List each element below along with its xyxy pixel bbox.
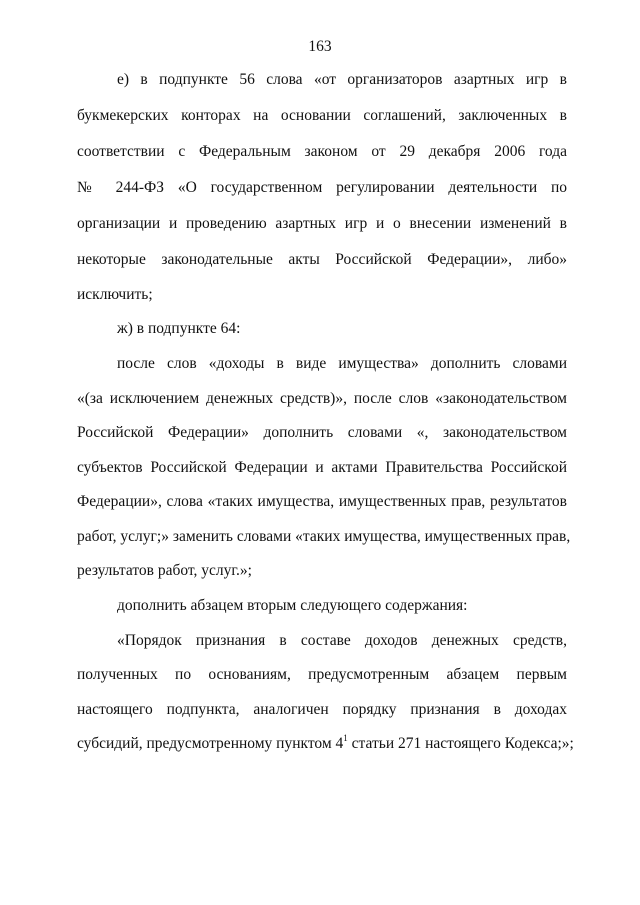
text-line: № 244-ФЗ «О государственном регулировании деятельности по bbox=[77, 179, 567, 196]
text-line: настоящего подпункта, аналогичен порядку признания в доходах bbox=[77, 701, 567, 718]
text-line: некоторые законодательные акты Российской Федерации», либо» bbox=[77, 251, 567, 268]
text-line: полученных по основаниям, предусмотренным абзацем первым bbox=[77, 666, 567, 683]
text-line: Федерации», слова «таких имущества, имущественных прав, результатов bbox=[77, 493, 567, 510]
text-fragment: субсидий, предусмотренному пунктом 4 bbox=[77, 735, 344, 752]
text-line: ж) в подпункте 64: bbox=[117, 320, 241, 337]
text-line: организации и проведению азартных игр и о внесении изменений в bbox=[77, 215, 567, 232]
text-line: субъектов Российской Федерации и актами Правительства Российской bbox=[77, 459, 567, 476]
page-number: 163 bbox=[308, 38, 332, 55]
text-line: «Порядок признания в составе доходов денежных средств, bbox=[117, 632, 567, 649]
superscript: 1 bbox=[343, 732, 348, 743]
text-line: результатов работ, услуг.»; bbox=[77, 562, 252, 579]
text-fragment: статьи 271 настоящего Кодекса;»; bbox=[347, 735, 574, 752]
text-line: работ, услуг;» заменить словами «таких имущества, имущественных прав, bbox=[77, 528, 571, 545]
text-line: «(за исключением денежных средств)», после слов «законодательством bbox=[77, 390, 567, 407]
text-line: е) в подпункте 56 слова «от организаторов азартных игр в bbox=[117, 71, 567, 88]
text-line: соответствии с Федеральным законом от 29 декабря 2006 года bbox=[77, 143, 567, 160]
text-line: букмекерских конторах на основании соглашений, заключенных в bbox=[77, 107, 567, 124]
text-line: Российской Федерации» дополнить словами «, законодательством bbox=[77, 424, 567, 441]
text-line: после слов «доходы в виде имущества» дополнить словами bbox=[117, 355, 567, 372]
text-line: дополнить абзацем вторым следующего содержания: bbox=[117, 597, 468, 614]
text-line: исключить; bbox=[77, 286, 153, 303]
text-line-last bbox=[77, 732, 574, 754]
